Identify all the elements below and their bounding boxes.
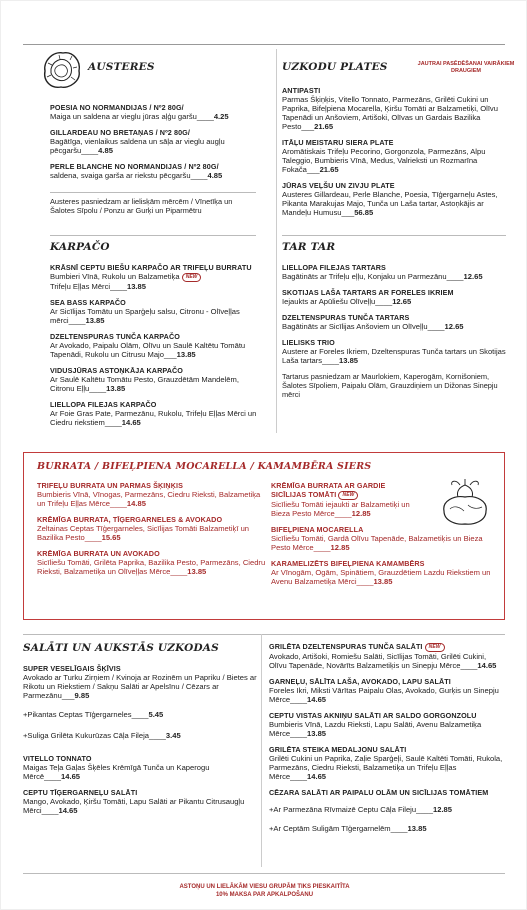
tartar-item bbox=[282, 263, 507, 281]
tartar-section bbox=[282, 241, 507, 400]
salati-item bbox=[23, 664, 257, 700]
item-price: 13.85 bbox=[407, 823, 427, 833]
burrata-item bbox=[37, 549, 267, 576]
item-name: KARAMELIZĒTS BIFEĻPIENA KAMAMBĒRS bbox=[271, 558, 425, 568]
top-rule bbox=[23, 44, 505, 45]
karpaco-item bbox=[50, 298, 265, 325]
item-desc: Maigas Teļa Gaļas Šķēles Krēmīgā Tunča un Kaperogu Mērcē____14.65 bbox=[23, 763, 210, 781]
tartar-title: TAR TAR bbox=[282, 241, 336, 253]
austeres-item bbox=[50, 103, 270, 121]
tartar-note: Tartarus pasniedzam ar Maurlokiem, Kaperogām, Kornišoniem, Šalotes Sīpoliem, Paipalu Olām, Grauzdiņiem un Dižonas Sinepju mērci bbox=[282, 372, 498, 400]
item-name: CĒZARA SALĀTI AR PAIPALU OLĀM UN SICĪLIJAS TOMĀTIEM bbox=[269, 787, 489, 797]
item-price: 14.65 bbox=[307, 694, 327, 704]
item-name: SEA BASS KARPAČO bbox=[50, 297, 126, 307]
burrata-item bbox=[37, 515, 267, 542]
item-price: 4.85 bbox=[98, 146, 113, 155]
item-price: 13.85 bbox=[373, 576, 393, 586]
item-name: VIDUSJŪRAS ASTOŅKĀJA KARPAČO bbox=[50, 365, 183, 375]
item-price: 12.85 bbox=[433, 804, 453, 814]
item-desc: +Pikantas Ceptas Tīģergarneles____5.45 bbox=[23, 710, 164, 719]
item-price: 56.85 bbox=[354, 208, 374, 217]
item-desc: Sicīliešu Tomāti, Gardā Olīvu Tapenāde, Balzametiķis un Bieza Pesto Mērce____12.85 bbox=[271, 533, 483, 552]
item-price: 14.65 bbox=[121, 417, 141, 427]
item-price: 12.85 bbox=[351, 508, 371, 518]
item-name: VITELLO TONNATO bbox=[23, 754, 92, 763]
item-desc: Bumbieri Vīnā, Rukolu un Balzametiķa NEW bbox=[50, 272, 265, 282]
item-name: JŪRAS VEĻŠU UN ZIVJU PLATE bbox=[282, 181, 395, 190]
austeres-note: Austeres pasniedzam ar lielisķām mērcēm / Vīnetīķa un Šalotes Sīpolu / Ponzu ar Gurķi un Piparmētru bbox=[50, 197, 233, 216]
uzkodu-section bbox=[282, 61, 507, 224]
item-name: KRĒMĪGA BURRATA UN AVOKADO bbox=[37, 549, 160, 558]
item-desc: Maiga un saldena ar vieglu jūras aļģu garšu____4.25 bbox=[50, 112, 229, 121]
divider bbox=[50, 235, 256, 236]
salati-addon bbox=[269, 805, 505, 814]
item-price: 12.65 bbox=[392, 297, 412, 306]
item-price: 13.85 bbox=[106, 383, 126, 393]
item-price: 13.85 bbox=[176, 349, 196, 359]
karpaco-title: KARPAČO bbox=[50, 241, 110, 253]
item-name: LIELLOPA FILEJAS TARTARS bbox=[282, 263, 386, 272]
left-column-top bbox=[50, 61, 270, 187]
item-desc: +Ar Parmezāna Rīvmaizē Ceptu Cāļa Fileju____12.85 bbox=[269, 804, 453, 814]
item-desc: Iejaukts ar Apūliešu Olīveļļu____12.65 bbox=[282, 297, 412, 306]
item-name: BIFEĻPIENA MOCARELLA bbox=[271, 524, 364, 534]
item-price: 14.65 bbox=[307, 771, 327, 781]
salati-addon bbox=[23, 731, 257, 740]
item-desc: Bumbieris Vīnā, Vīnogas, Parmezāns, Ciedru Rieksti, Balzametiķa un Trifeļu Eļļas Mērce____14.85 bbox=[37, 490, 261, 508]
salati-right bbox=[269, 642, 505, 840]
burrata-item bbox=[37, 481, 267, 508]
item-desc: +Suliga Grilēta Kukurūzas Cāļa Fileja____3.45 bbox=[23, 731, 181, 740]
item-price: 4.85 bbox=[207, 171, 223, 180]
item-price: 21.65 bbox=[319, 165, 339, 174]
tartar-item bbox=[282, 338, 507, 365]
item-name: ANTIPASTI bbox=[282, 86, 321, 95]
karpaco-item bbox=[50, 332, 265, 359]
item-name: POESIA NO NORMANDIJAS / Nº2 80G/ bbox=[50, 103, 184, 112]
item-name: ITĀĻU MEISTARU SIERA PLATE bbox=[282, 138, 394, 147]
item-name: GILLARDEAU NO BRETAŅAS / Nº2 80G/ bbox=[50, 128, 190, 137]
austeres-title: AUSTERES bbox=[88, 61, 155, 73]
salati-item bbox=[269, 711, 505, 738]
salati-item bbox=[269, 642, 505, 670]
footer-line-2: 10% MAKSA PAR APKALPOŠANU bbox=[215, 892, 314, 898]
item-desc: Bagātināts ar Trifeļu eļļu, Konjaku un Parmezānu____12.65 bbox=[282, 272, 483, 281]
karpaco-section bbox=[50, 241, 265, 434]
item-price: 14.65 bbox=[61, 772, 81, 781]
group-note: JAUTRAI PASĒDĒŠANAI VAIRĀKIEM DRAUGIEM bbox=[417, 61, 515, 74]
item-price: 12.65 bbox=[463, 272, 483, 281]
item-name: KRĒMĪGA BURRATA, TĪĢERGARNELES & AVOKADO bbox=[37, 515, 223, 524]
item-name: GRILĒTA STEIKA MEDALJONU SALĀTI bbox=[269, 744, 407, 754]
divider bbox=[50, 192, 256, 193]
item-desc: saldena, svaiga garša ar riekstu pēcgaršu____4.85 bbox=[50, 171, 223, 180]
item-price: 15.65 bbox=[101, 533, 121, 542]
item-desc: Mango, Avokado, Ķiršu Tomāti, Lapu Salāti ar Pikantu Citrusaugļu Mērci____14.65 bbox=[23, 797, 245, 815]
salati-item bbox=[23, 754, 257, 781]
item-name: TRIFEĻU BURRATA UN PARMAS ŠĶIŅĶIS bbox=[37, 481, 183, 490]
burrata-left bbox=[37, 481, 267, 583]
salati-item bbox=[269, 788, 505, 797]
item-name: LIELLOPA FILEJAS KARPAČO bbox=[50, 399, 157, 409]
item-desc-2: Trifeļu Eļļas Mērci____13.85 bbox=[50, 281, 146, 291]
item-price: 13.85 bbox=[85, 315, 105, 325]
salati-item bbox=[269, 745, 505, 781]
item-price: 9.85 bbox=[74, 691, 90, 700]
salati-item bbox=[23, 788, 257, 815]
item-desc: Ar Sicīlijas Tomātu un Sparģeļu salsu, Citronu - Olīveļļas mērci____13.85 bbox=[50, 306, 240, 325]
item-price: 13.85 bbox=[126, 281, 146, 291]
item-desc: Avokado, Artišoki, Romiešu Salāti, Sicīlijas Tomāti, Grilēti Cukini, Olīvu Tapenāde, Novārīts Balzametiķis un Sinepju Mērce____14.65 bbox=[269, 651, 497, 670]
divider bbox=[23, 634, 505, 635]
item-price: 4.25 bbox=[213, 112, 229, 121]
divider bbox=[23, 873, 505, 874]
burrata-item bbox=[271, 525, 496, 552]
divider bbox=[282, 235, 506, 236]
item-desc: Austeres Gillardeau, Perle Blanche, Poesia, Tīģergarneļu Astes, Pikanta Marakujas Majo, Tunča un Laša tartar, Astoņkājis ar Mandeļu Humusu___56.85 bbox=[282, 190, 498, 217]
salati-left bbox=[23, 642, 257, 822]
item-desc: Bagātināts ar Sicīlijas Anšoviem un Olīveļļu____12.65 bbox=[282, 322, 464, 331]
item-desc: Austere ar Foreles Ikriem, Dzeltenspuras Tunča tartars un Skotijas Laša tartars____13.85 bbox=[282, 347, 506, 365]
item-name: DZELTENSPURAS TUNČA KARPAČO bbox=[50, 331, 180, 341]
item-name: KRĀSNĪ CEPTU BIEŠU KARPAČO AR TRIFEĻU BURRATU bbox=[50, 263, 252, 272]
austeres-item bbox=[50, 162, 270, 180]
salati-title: SALĀTI UN AUKSTĀS UZKODAS bbox=[23, 642, 219, 654]
item-desc: Ar Saulē Kaltētu Tomātu Pesto, Grauzdētām Mandelēm, Citronu Eļļu____13.85 bbox=[50, 374, 239, 393]
item-desc: Zeltainas Ceptas Tīģergarneles, Sicīlijas Tomāti Balzametiķī un Bazilika Pesto____15.65 bbox=[37, 524, 250, 542]
karpaco-item bbox=[50, 366, 265, 393]
item-desc: Parmas Šķiņķis, Vitello Tonnato, Parmezāns, Grilēti Cukini un Paprika, Bifeļpiena Mocarella, Ķiršu Tomāti ar Balzametiķi, Olīvu Tapenādi un Anšoviem, Artišoki, Olīvas un Gardais Bazilika Pesto___21.65 bbox=[282, 95, 498, 131]
uzkodu-title: UZKODU PLATES bbox=[282, 61, 388, 73]
salati-item bbox=[269, 677, 505, 704]
item-desc: Bagātīga, vienlaikus saldena un sāļa ar vieglu augļu pēcgaršu____4.85 bbox=[50, 137, 225, 155]
item-name: PERLE BLANCHE NO NORMANDIJAS / Nº2 80G/ bbox=[50, 162, 219, 171]
item-desc: Aromātiskais Trifeļu Pecorino, Gorgonzola, Parmezāns, Alpu Taleggio, Bumbieris Vīnā, Medus, Valrieksti un Rozmarīna Fokača___21.65 bbox=[282, 147, 486, 174]
item-desc: Bumbieris Vīnā, Lazdu Rieksti, Lapu Salāti, Avenu Balzametiķa Mērce____13.85 bbox=[269, 719, 482, 738]
item-name: LIELISKS TRIO bbox=[282, 338, 335, 347]
item-desc: Ar Avokado, Paipalu Olām, Olīvu un Saulē Kaltētu Tomātu Tapenādi, Rukolu un Citrusu Majo___13.85 bbox=[50, 340, 246, 359]
item-price: 13.85 bbox=[339, 356, 359, 365]
item-price: 14.65 bbox=[58, 806, 78, 815]
new-badge: NEW bbox=[338, 491, 358, 500]
item-price: 12.85 bbox=[330, 542, 350, 552]
footer bbox=[1, 883, 527, 899]
uzkodu-item bbox=[282, 138, 507, 174]
burrata-item bbox=[271, 481, 421, 518]
item-desc: Foreles Ikri, Miksti Vārītas Paipalu Olas, Avokado, Gurķis un Sinepju Mērce____14.65 bbox=[269, 685, 499, 704]
item-name: CEPTU VISTAS AKNIŅU SALĀTI AR SALDO GORGONZOLU bbox=[269, 710, 477, 720]
item-desc: Ar Vīnogām, Ogām, Spinātiem, Grauzdētiem Lazdu Riekstiem un Avenu Balzametiķa Mērci____13.85 bbox=[271, 567, 491, 586]
salati-addon bbox=[23, 710, 257, 719]
item-desc: Sicīliešu Tomāti iejaukti ar Balzametiķi un Bieza Pesto Mērce____12.85 bbox=[271, 499, 410, 518]
item-price: 14.85 bbox=[126, 499, 146, 508]
item-desc: Sicīliešu Tomāti, Grilēta Paprika, Bazilika Pesto, Parmezāns, Ciedru Rieksti, Balzametiķa un Olīveļļas Mērce____13.85 bbox=[37, 558, 266, 576]
item-desc: Ar Foie Gras Pate, Parmezānu, Rukolu, Trifeļu Eļļas Mērci un Ciedru riekstiem____14.65 bbox=[50, 408, 257, 427]
item-price: 12.65 bbox=[444, 322, 464, 331]
tartar-item bbox=[282, 288, 507, 306]
item-name: DZELTENSPURAS TUNČA TARTARS bbox=[282, 313, 410, 322]
item-name: GARNEĻU, SĀLĪTA LAŠA, AVOKADO, LAPU SALĀTI bbox=[269, 676, 451, 686]
item-price: 14.65 bbox=[477, 660, 497, 670]
new-badge: NEW bbox=[425, 643, 445, 652]
item-name: GRILĒTA DZELTENSPURAS TUNČA SALĀTI NEW bbox=[269, 642, 505, 652]
tartar-item bbox=[282, 313, 507, 331]
new-badge: NEW bbox=[182, 273, 202, 282]
item-desc: Grilēti Cukini un Paprika, Zaļie Sparģeļi, Saulē Kaltēti Tomāti, Rukola, Parmezāns, Ciedru Rieksti, Balzametiķa un Trifeļu Eļļas Mērce____14.65 bbox=[269, 753, 503, 781]
item-name: SKOTIJAS LAŠA TARTARS AR FORELES IKRIEM bbox=[282, 288, 454, 297]
uzkodu-item bbox=[282, 181, 507, 217]
column-divider bbox=[261, 634, 262, 867]
burrata-pouch-icon bbox=[436, 475, 494, 527]
salati-addon bbox=[269, 824, 505, 833]
item-price: 3.45 bbox=[165, 731, 181, 740]
karpaco-item bbox=[50, 263, 265, 291]
item-name: CEPTU TĪĢERGARNEĻU SALĀTI bbox=[23, 788, 138, 797]
item-price: 13.85 bbox=[187, 567, 207, 576]
item-price: 5.45 bbox=[148, 710, 164, 719]
item-name: SUPER VESELĪGAIS ŠĶĪVIS bbox=[23, 664, 121, 673]
uzkodu-item bbox=[282, 86, 507, 131]
item-price: 21.65 bbox=[314, 122, 334, 131]
burrata-item bbox=[271, 559, 496, 586]
item-desc: Avokado ar Turku Zirņiem / Kvinoja ar Rozinēm un Papriku / Bietes ar Rikotu un Riekstiem / Sakņu Salāti ar Apelsīnu / Cēzars ar Parmezānu___9.85 bbox=[23, 673, 257, 700]
item-name: KRĒMĪGA BURRATA AR GARDIE SICĪLIJAS TOMĀTI NEW bbox=[271, 481, 386, 499]
austeres-item bbox=[50, 128, 270, 155]
burrata-title: BURRATA / BIFEĻPIENA MOCARELLA / KAMAMBĒRA SIERS bbox=[37, 461, 372, 472]
column-divider bbox=[276, 49, 277, 433]
karpaco-item bbox=[50, 400, 265, 427]
footer-line-1: ASTOŅU UN LIELĀKĀM VIESU GRUPĀM TIKS PIESKAITĪTA bbox=[179, 884, 350, 890]
burrata-right bbox=[271, 481, 491, 593]
item-price: 13.85 bbox=[307, 728, 327, 738]
item-desc: +Ar Ceptām Suligām Tīģergarnelēm____13.85 bbox=[269, 823, 427, 833]
